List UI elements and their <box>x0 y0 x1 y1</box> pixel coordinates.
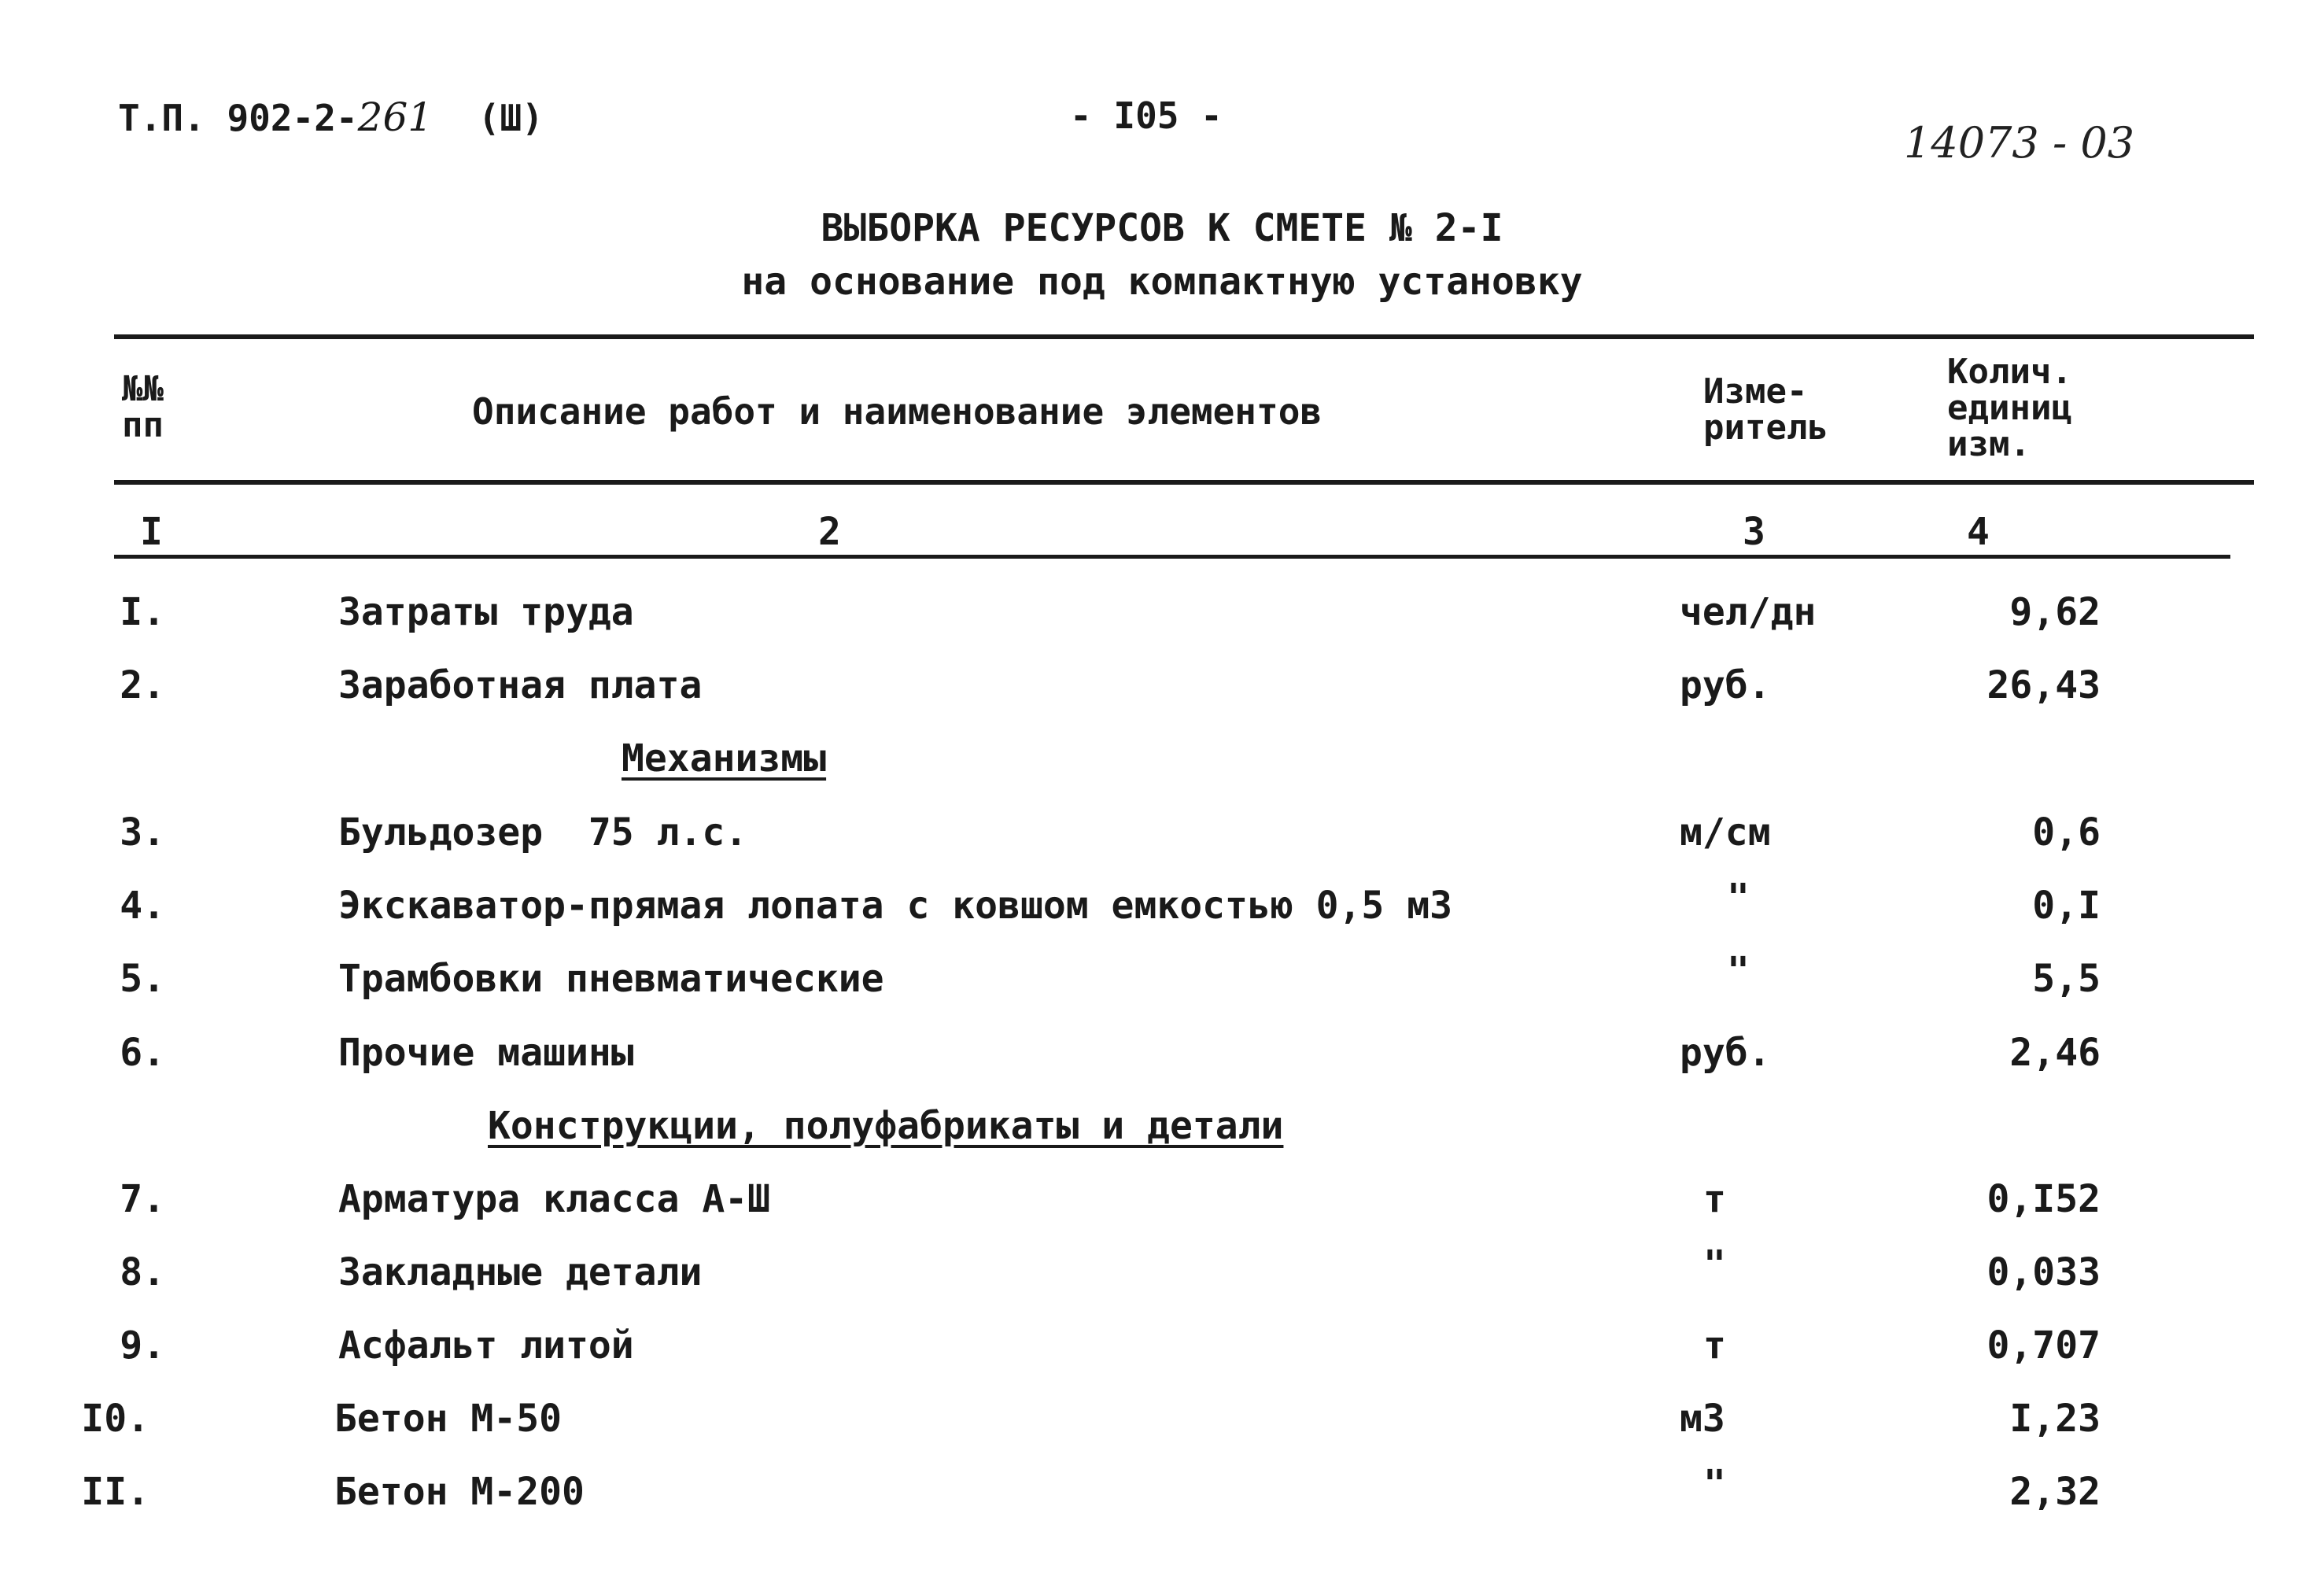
row-number: 7. <box>120 1177 165 1221</box>
row-description: Прочие машины <box>338 1031 634 1075</box>
col-header-qty-line1: Колич. <box>1947 352 2072 392</box>
row-description: Арматура класса А-Ш <box>338 1177 771 1221</box>
document-code <box>118 94 544 140</box>
row-number: 5. <box>120 957 165 1001</box>
row-description: Трамбовки пневматические <box>338 957 884 1001</box>
page-number: - I05 - <box>1070 94 1223 137</box>
section-heading-constructions: Конструкции, полуфабрикаты и детали <box>488 1104 1284 1148</box>
col-header-unit <box>1703 371 1828 448</box>
col-header-num-line2: пп <box>122 405 164 445</box>
col-header-qty-line3: изм. <box>1947 424 2031 464</box>
row-description: Затраты труда <box>338 590 634 634</box>
row-unit-ditto: " <box>1703 1242 1726 1287</box>
row-quantity: 26,43 <box>1986 663 2101 707</box>
row-number: 8. <box>120 1250 165 1294</box>
row-unit: чел/дн <box>1680 590 1817 634</box>
col-number-3: 3 <box>1743 510 1765 554</box>
col-header-num <box>122 371 164 444</box>
col-number-4: 4 <box>1967 510 1990 554</box>
col-header-description: Описание работ и наименование элементов <box>472 390 1322 433</box>
row-quantity: 0,707 <box>1986 1323 2101 1368</box>
page-subtitle: на основание под компактную установку <box>741 260 1583 304</box>
row-unit-ditto: " <box>1727 876 1750 920</box>
row-unit-ditto: " <box>1727 949 1750 993</box>
row-quantity: 2,46 <box>2009 1031 2101 1075</box>
row-description: Заработная плата <box>338 663 703 707</box>
row-description: Бетон М-200 <box>334 1470 585 1514</box>
row-quantity: I,23 <box>2009 1397 2101 1441</box>
col-header-num-line1: №№ <box>122 369 164 409</box>
col-header-unit-line1: Изме- <box>1703 371 1808 412</box>
row-description: Бетон М-50 <box>334 1397 562 1441</box>
row-number: 2. <box>120 663 165 707</box>
archive-number: 14073 - 03 <box>1904 118 2135 168</box>
row-quantity: 0,I <box>2032 884 2101 928</box>
table-header-rule <box>114 480 2254 485</box>
col-header-qty-line2: единиц <box>1947 388 2072 428</box>
row-description: Экскаватор-прямая лопата с ковшом емкостью 0,5 м3 <box>338 884 1453 928</box>
row-quantity: 0,033 <box>1986 1250 2101 1294</box>
row-unit: т <box>1703 1177 1726 1221</box>
col-header-quantity <box>1947 354 2072 463</box>
document-code-prefix: Т.П. 902-2- <box>118 97 358 139</box>
row-description: Асфальт литой <box>338 1323 634 1368</box>
col-number-2: 2 <box>818 510 841 554</box>
row-number: II. <box>81 1470 149 1514</box>
row-number: 4. <box>120 884 165 928</box>
col-header-unit-line2: ритель <box>1703 408 1828 448</box>
row-unit: м/см <box>1680 810 1771 855</box>
row-unit: т <box>1703 1323 1726 1368</box>
document-code-suffix: (Ш) <box>478 97 544 139</box>
column-number-rule <box>114 555 2230 559</box>
row-quantity: 0,6 <box>2032 810 2101 855</box>
document-code-handwritten: 261 <box>357 94 433 140</box>
row-unit: руб. <box>1680 663 1771 707</box>
row-number: 6. <box>120 1031 165 1075</box>
row-unit-ditto: " <box>1703 1462 1726 1506</box>
row-description: Закладные детали <box>338 1250 703 1294</box>
row-number: I. <box>120 590 165 634</box>
row-number: 9. <box>120 1323 165 1368</box>
row-unit: м3 <box>1680 1397 1725 1441</box>
col-number-1: I <box>140 510 163 554</box>
section-heading-mechanisms: Механизмы <box>622 736 827 781</box>
row-quantity: 0,I52 <box>1986 1177 2101 1221</box>
page-title: ВЫБОРКА РЕСУРСОВ К СМЕТЕ № 2-I <box>821 206 1503 250</box>
row-quantity: 9,62 <box>2009 590 2101 634</box>
row-description: Бульдозер 75 л.с. <box>338 810 748 855</box>
row-quantity: 2,32 <box>2009 1470 2101 1514</box>
row-number: 3. <box>120 810 165 855</box>
table-top-rule <box>114 334 2254 339</box>
row-number: I0. <box>81 1397 149 1441</box>
row-unit: руб. <box>1680 1031 1771 1075</box>
row-quantity: 5,5 <box>2032 957 2101 1001</box>
